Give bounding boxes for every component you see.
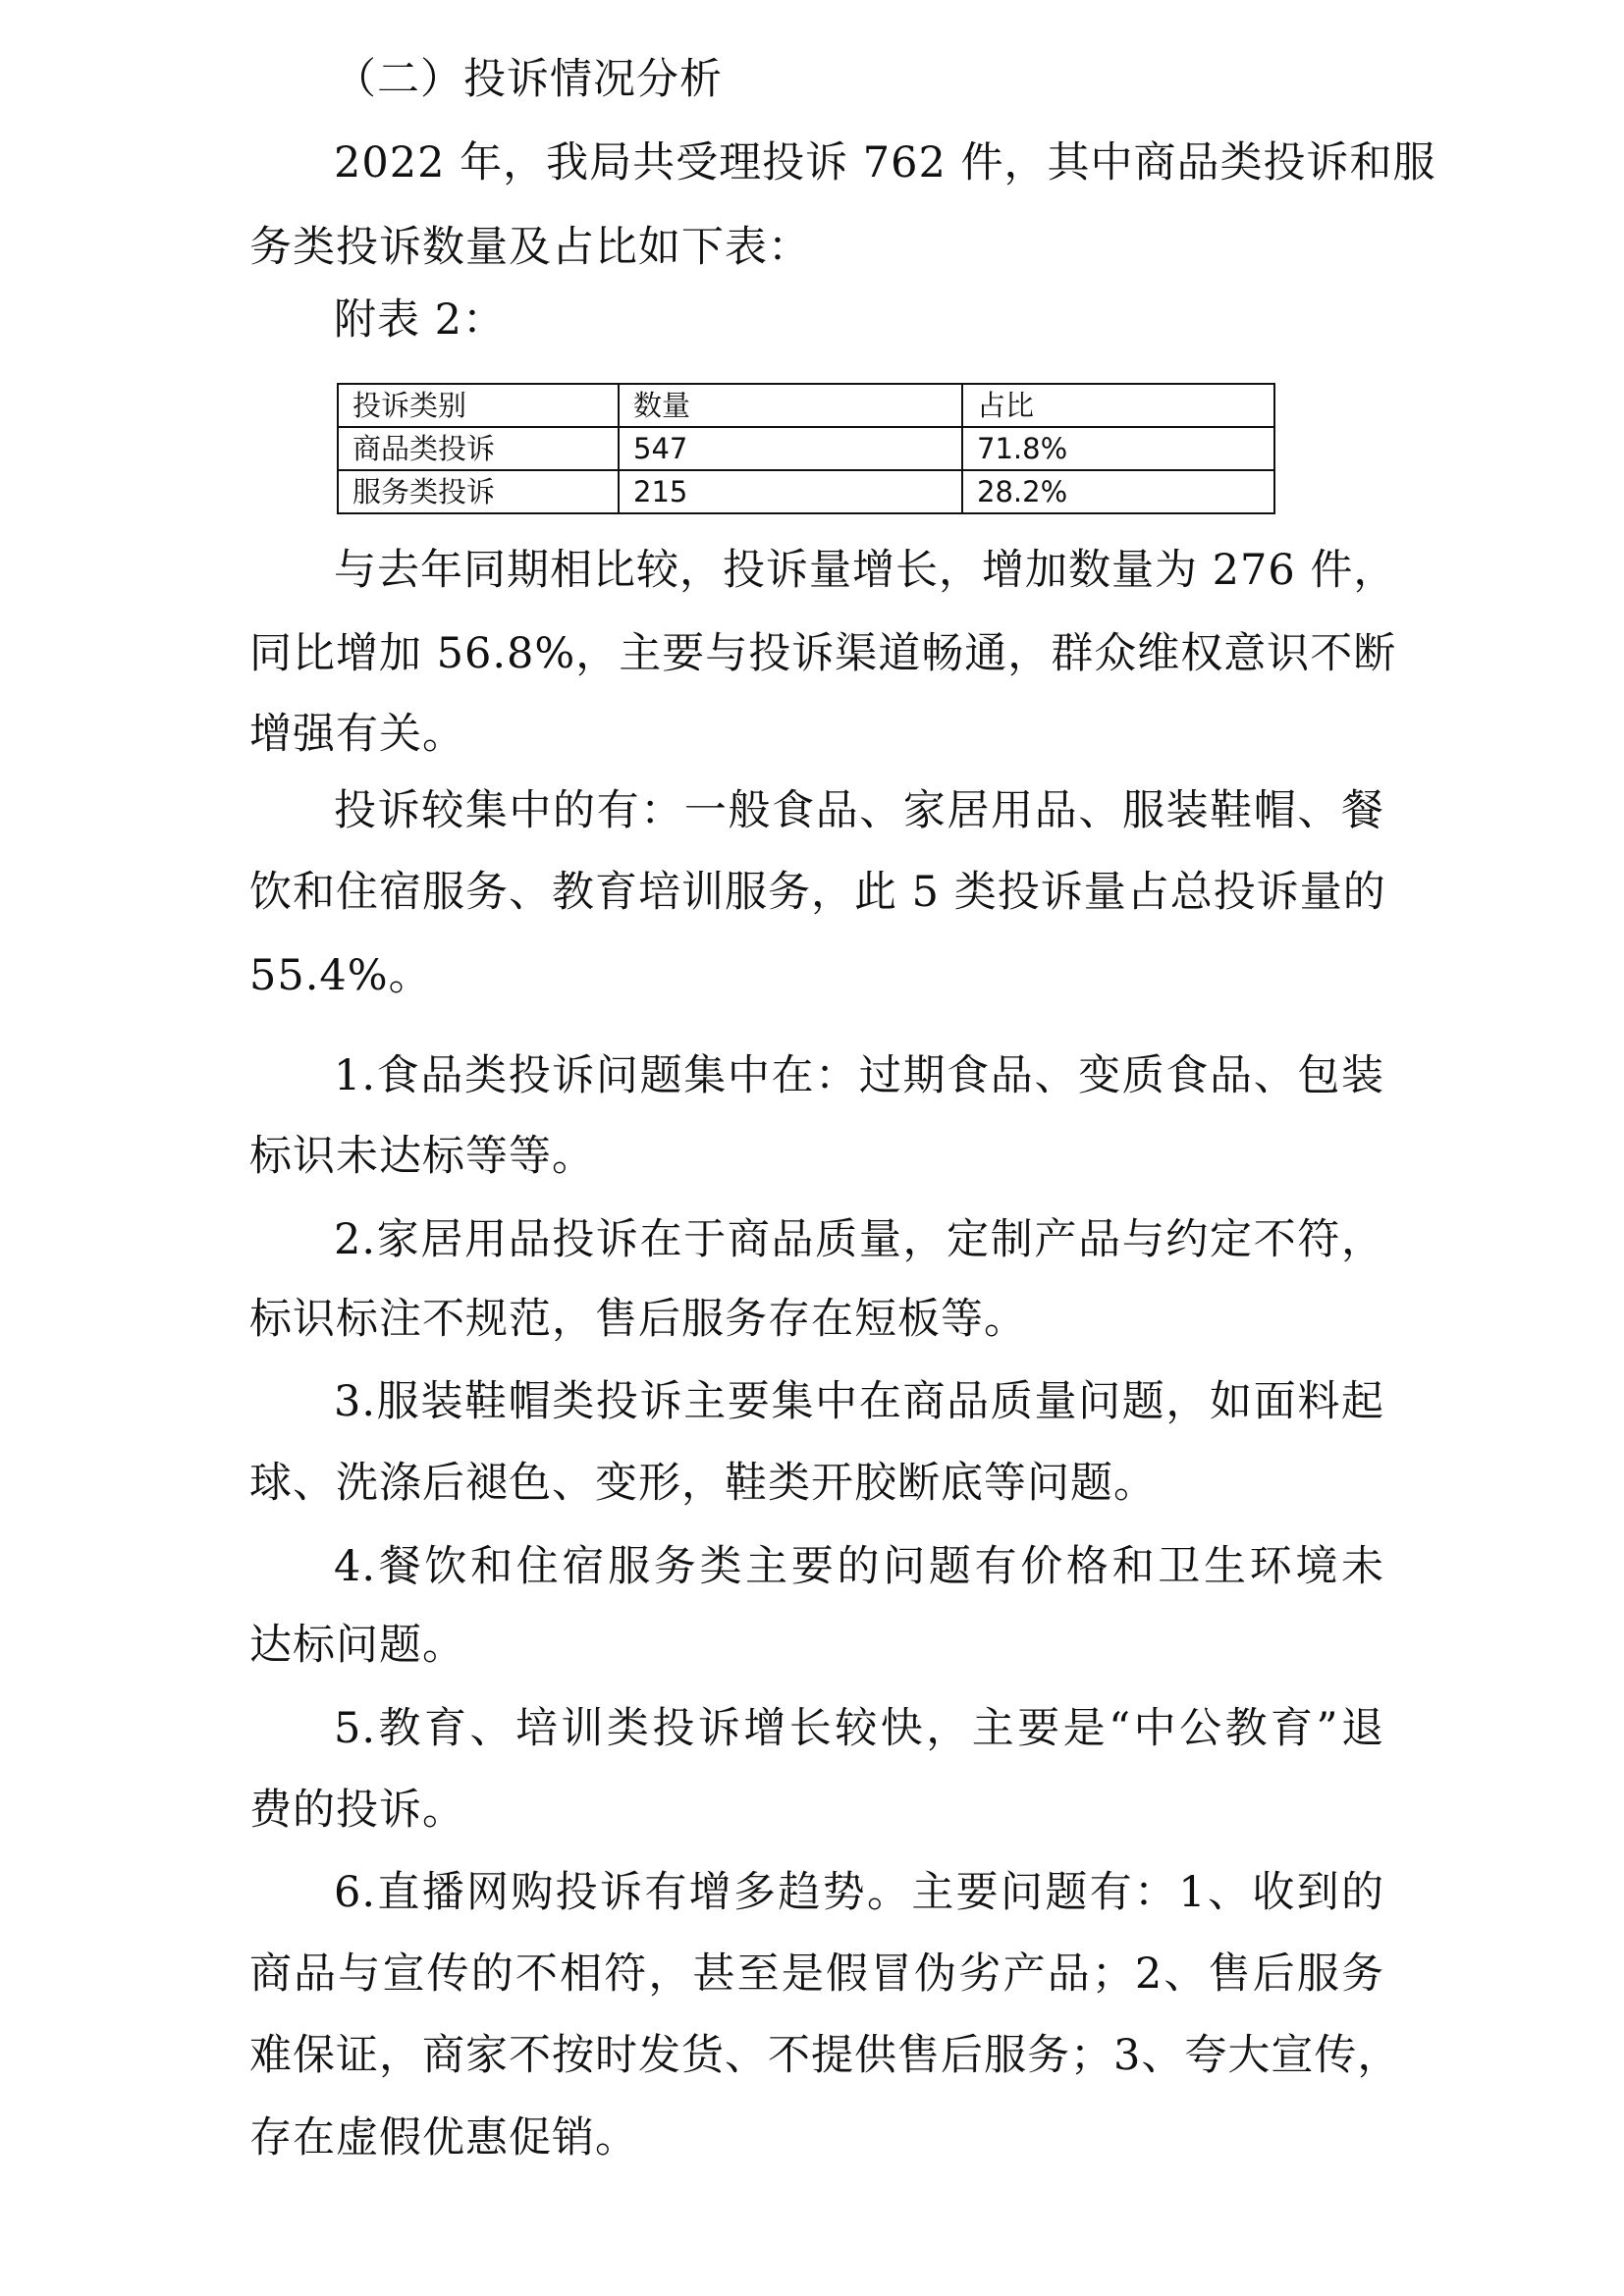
table-row [338, 427, 1274, 470]
table-header-cell: 投诉类别 [338, 384, 619, 427]
list-item-2-line-2: 标识标注不规范，售后服务存在短板等。 [249, 1295, 1027, 1344]
list-item-6-line-3: 难保证，商家不按时发货、不提供售后服务；3、夸大宣传， [249, 2031, 1401, 2080]
table-row [338, 470, 1274, 513]
growth-line-1: 与去年同期相比较，投诉量增长，增加数量为 276 件， [334, 546, 1397, 595]
list-item-6-line-4: 存在虚假优惠促销。 [249, 2113, 638, 2163]
focus-line-2: 饮和住宿服务、教育培训服务，此 5 类投诉量占总投诉量的 [249, 868, 1386, 917]
intro-line-2: 务类投诉数量及占比如下表： [249, 223, 811, 272]
table-header-row [338, 384, 1274, 427]
intro-line-1: 2022 年，我局共受理投诉 762 件，其中商品类投诉和服 [334, 138, 1436, 187]
focus-line-1: 投诉较集中的有：一般食品、家居用品、服装鞋帽、餐 [334, 786, 1384, 835]
list-item-6-line-2: 商品与宣传的不相符，甚至是假冒伪劣产品；2、售后服务 [249, 1949, 1384, 1999]
list-item-3-line-2: 球、洗涤后褪色、变形，鞋类开胶断底等问题。 [249, 1459, 1157, 1508]
table-cell: 547 [619, 427, 962, 470]
list-item-2-line-1: 2.家居用品投诉在于商品质量，定制产品与约定不符， [334, 1215, 1384, 1264]
growth-line-2: 同比增加 56.8%，主要与投诉渠道畅通，群众维权意识不断 [249, 629, 1397, 678]
table-caption: 附表 2： [334, 295, 507, 345]
list-item-1-line-1: 1.食品类投诉问题集中在：过期食品、变质食品、包装 [334, 1051, 1384, 1100]
focus-line-3: 55.4%。 [249, 951, 432, 1000]
growth-line-3: 增强有关。 [249, 710, 465, 759]
list-item-6-line-1: 6.直播网购投诉有增多趋势。主要问题有：1、收到的 [334, 1868, 1384, 1917]
list-item-5-line-1: 5.教育、培训类投诉增长较快，主要是“中公教育”退 [334, 1704, 1384, 1753]
section-heading: （二）投诉情况分析 [334, 55, 723, 104]
complaint-table [337, 383, 1275, 514]
table-header-cell: 数量 [619, 384, 962, 427]
table-cell: 服务类投诉 [338, 470, 619, 513]
table-cell: 商品类投诉 [338, 427, 619, 470]
table-cell: 71.8% [962, 427, 1274, 470]
list-item-4-line-2: 达标问题。 [249, 1621, 465, 1670]
table-cell: 215 [619, 470, 962, 513]
list-item-4-line-1: 4.餐饮和住宿服务类主要的问题有价格和卫生环境未 [334, 1542, 1384, 1591]
list-item-3-line-1: 3.服装鞋帽类投诉主要集中在商品质量问题，如面料起 [334, 1377, 1384, 1426]
list-item-1-line-2: 标识未达标等等。 [249, 1132, 595, 1181]
table-cell: 28.2% [962, 470, 1274, 513]
table-header-cell: 占比 [962, 384, 1274, 427]
list-item-5-line-2: 费的投诉。 [249, 1786, 465, 1835]
